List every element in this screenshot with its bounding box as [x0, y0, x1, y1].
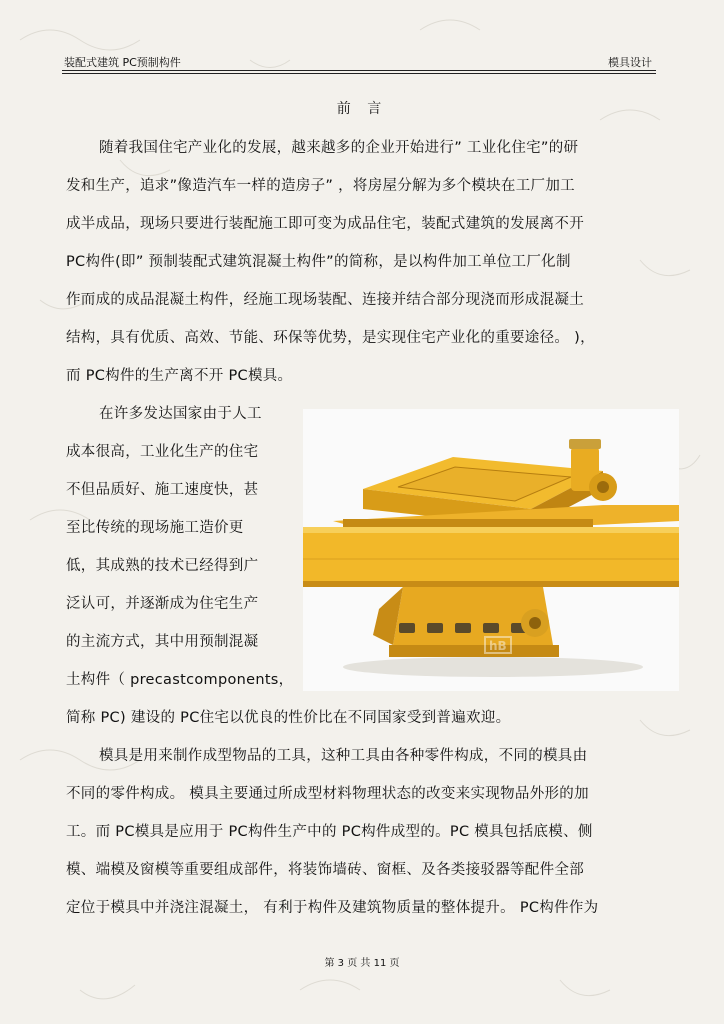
- pc-mold-machine-photo: [303, 409, 679, 691]
- text-line: 模具是用来制作成型物品的工具，这种工具由各种零件构成，不同的模具由: [99, 748, 588, 764]
- page-footer: 第 3 页 共 11 页: [324, 958, 400, 969]
- text-line: 模、端模及窗模等重要组成部件，将装饰墙砖、窗框、及各类接驳器等配件全部: [66, 862, 584, 878]
- text-line: PC构件(即” 预制装配式建筑混凝土构件”的简称，是以构件加工单位工厂化制: [66, 254, 571, 270]
- header-rule: [62, 70, 656, 71]
- text-line: 成本很高，工业化生产的住宅: [66, 444, 259, 460]
- text-line: 工。而 PC模具是应用于 PC构件生产中的 PC构件成型的。PC 模具包括底模、侧: [66, 824, 593, 840]
- text-line: 发和生产，追求”像造汽车一样的造房子” ，将房屋分解为多个模块在工厂加工: [66, 178, 575, 194]
- header-right: 模具设计: [608, 56, 652, 69]
- section-title: 前 言: [336, 101, 388, 117]
- text-line: 至比传统的现场施工造价更: [66, 520, 244, 536]
- text-line: 不同的零件构成。 模具主要通过所成型材料物理状态的改变来实现物品外形的加: [66, 786, 589, 802]
- text-line: 作而成的成品混凝土构件，经施工现场装配、连接并结合部分现浇而形成混凝土: [66, 292, 584, 308]
- text-line: 简称 PC) 建设的 PC住宅以优良的性价比在不同国家受到普遍欢迎。: [66, 710, 511, 726]
- text-line: 成半成品，现场只要进行装配施工即可变为成品住宅，装配式建筑的发展离不开: [66, 216, 584, 232]
- text-line: 不但品质好、施工速度快，甚: [66, 482, 259, 498]
- header-rule: [62, 73, 656, 74]
- machine-illustration: [303, 409, 679, 691]
- header-left: 装配式建筑 PC预制构件: [64, 56, 181, 69]
- text-line: 低，其成熟的技术已经得到广: [66, 558, 259, 574]
- svg-text:hB: hB: [489, 639, 507, 653]
- text-line: 泛认可，并逐渐成为住宅生产: [66, 596, 259, 612]
- text-line: 而 PC构件的生产离不开 PC模具。: [66, 368, 293, 384]
- text-line: 在许多发达国家由于人工: [99, 406, 262, 422]
- text-line: 土构件（ precastcomponents，: [66, 672, 294, 688]
- text-line: 定位于模具中并浇注混凝土， 有利于构件及建筑物质量的整体提升。 PC构件作为: [66, 900, 599, 916]
- text-line: 结构，具有优质、高效、节能、环保等优势，是实现住宅产业化的重要途径。 )，: [66, 330, 595, 346]
- text-line: 的主流方式，其中用预制混凝: [66, 634, 259, 650]
- text-line: 随着我国住宅产业化的发展，越来越多的企业开始进行” 工业化住宅”的研: [99, 140, 579, 156]
